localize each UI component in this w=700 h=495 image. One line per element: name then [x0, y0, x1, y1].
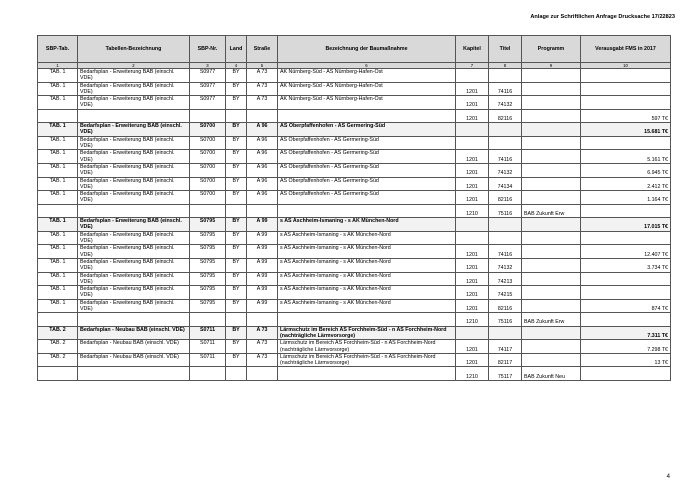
cell-programm	[522, 191, 581, 205]
cell-sbp-tab: TAB. 1	[38, 69, 78, 83]
cell-kapitel	[456, 136, 489, 150]
cell-land: BY	[226, 245, 247, 259]
cell-kapitel: 1201	[456, 163, 489, 177]
cell-kapitel: 1201	[456, 299, 489, 313]
cell-kapitel: 1210	[456, 367, 489, 380]
table-row	[38, 204, 671, 217]
cell-kapitel: 1201	[456, 191, 489, 205]
cell-tabellen-bezeichnung	[78, 367, 190, 380]
cell-sbp-tab	[38, 109, 78, 122]
cell-verausgabt	[581, 69, 671, 83]
cell-land: BY	[226, 82, 247, 96]
cell-sbp-nr: S0795	[190, 272, 226, 286]
cell-land: BY	[226, 231, 247, 245]
cell-land	[226, 313, 247, 326]
column-number-bezeichnung: 6	[278, 63, 456, 69]
cell-titel: 74213	[489, 272, 522, 286]
cell-kapitel: 1201	[456, 245, 489, 259]
cell-programm: BAB Zukunft Neu	[522, 367, 581, 380]
cell-bezeichnung: Lärmschutz im Bereich AS Forchheim-Süd - n AS Forchheim-Nord (nachträgliche Lärmvorsorge)	[278, 340, 456, 354]
cell-land: BY	[226, 136, 247, 150]
cell-bezeichnung	[278, 367, 456, 380]
cell-verausgabt: 15.681 T€	[581, 123, 671, 137]
cell-titel	[489, 136, 522, 150]
cell-verausgabt: 874 T€	[581, 299, 671, 313]
cell-land: BY	[226, 96, 247, 110]
cell-sbp-nr: S0700	[190, 177, 226, 191]
column-header-bezeichnung: Bezeichnung der Baumaßnahme	[278, 36, 456, 63]
table-row	[38, 109, 671, 122]
table-row	[38, 191, 671, 205]
table-row	[38, 367, 671, 380]
cell-titel: 75116	[489, 313, 522, 326]
cell-strasse: A 96	[247, 177, 278, 191]
cell-verausgabt: 13 T€	[581, 353, 671, 367]
cell-bezeichnung	[278, 204, 456, 217]
cell-verausgabt	[581, 272, 671, 286]
table-row	[38, 96, 671, 110]
cell-land: BY	[226, 340, 247, 354]
cell-land: BY	[226, 69, 247, 83]
cell-kapitel: 1201	[456, 150, 489, 164]
cell-strasse: A 73	[247, 353, 278, 367]
table-row	[38, 272, 671, 286]
cell-sbp-tab: TAB. 1	[38, 136, 78, 150]
cell-bezeichnung: Lärmschutz im Bereich AS Forchheim-Süd - n AS Forchheim-Nord (nachträgliche Lärmvorsorge)	[278, 326, 456, 340]
table-row	[38, 136, 671, 150]
cell-bezeichnung: AK Nürnberg-Süd - AS Nürnberg-Hafen-Ost	[278, 69, 456, 83]
cell-strasse: A 99	[247, 258, 278, 272]
cell-sbp-tab: TAB. 1	[38, 218, 78, 232]
cell-bezeichnung: s AS Aschheim-Ismaning - s AK München-Nord	[278, 245, 456, 259]
cell-programm	[522, 326, 581, 340]
cell-land	[226, 367, 247, 380]
cell-sbp-tab: TAB. 1	[38, 150, 78, 164]
cell-tabellen-bezeichnung: Bedarfsplan - Erweiterung BAB (einschl. VDE)	[78, 82, 190, 96]
cell-tabellen-bezeichnung: Bedarfsplan - Erweiterung BAB (einschl. VDE)	[78, 231, 190, 245]
column-header-kapitel: Kapitel	[456, 36, 489, 63]
header-row	[38, 36, 671, 63]
table-row	[38, 82, 671, 96]
cell-strasse: A 96	[247, 123, 278, 137]
cell-bezeichnung: AS Oberpfaffenhofen - AS Germering-Süd	[278, 150, 456, 164]
cell-titel: 74134	[489, 177, 522, 191]
cell-programm	[522, 340, 581, 354]
cell-sbp-nr: S0711	[190, 340, 226, 354]
cell-kapitel: 1201	[456, 109, 489, 122]
cell-sbp-tab	[38, 204, 78, 217]
cell-verausgabt: 7.311 T€	[581, 326, 671, 340]
cell-sbp-nr: S0977	[190, 69, 226, 83]
cell-strasse: A 99	[247, 231, 278, 245]
cell-tabellen-bezeichnung: Bedarfsplan - Neubau BAB (einschl. VDE)	[78, 340, 190, 354]
column-header-land: Land	[226, 36, 247, 63]
cell-kapitel: 1210	[456, 204, 489, 217]
cell-strasse: A 99	[247, 286, 278, 300]
table-row	[38, 231, 671, 245]
cell-bezeichnung: s AS Aschheim-Ismaning - s AK München-Nord	[278, 218, 456, 232]
page-number: 4	[666, 474, 670, 480]
cell-tabellen-bezeichnung: Bedarfsplan - Erweiterung BAB (einschl. VDE)	[78, 258, 190, 272]
cell-tabellen-bezeichnung: Bedarfsplan - Erweiterung BAB (einschl. VDE)	[78, 191, 190, 205]
cell-titel: 82116	[489, 299, 522, 313]
cell-bezeichnung: s AS Aschheim-Ismaning - s AK München-Nord	[278, 299, 456, 313]
cell-tabellen-bezeichnung: Bedarfsplan - Neubau BAB (einschl. VDE)	[78, 326, 190, 340]
cell-programm	[522, 177, 581, 191]
cell-strasse: A 73	[247, 69, 278, 83]
column-number-titel: 8	[489, 63, 522, 69]
cell-titel: 82117	[489, 353, 522, 367]
cell-kapitel: 1201	[456, 82, 489, 96]
table-row-total	[38, 123, 671, 137]
cell-bezeichnung: AS Oberpfaffenhofen - AS Germering-Süd	[278, 136, 456, 150]
cell-programm: BAB Zukunft Erw	[522, 204, 581, 217]
cell-strasse: A 99	[247, 218, 278, 232]
cell-sbp-tab: TAB. 1	[38, 82, 78, 96]
cell-sbp-nr	[190, 109, 226, 122]
cell-kapitel	[456, 69, 489, 83]
cell-programm	[522, 258, 581, 272]
cell-programm	[522, 353, 581, 367]
cell-sbp-tab: TAB. 1	[38, 245, 78, 259]
table-row	[38, 313, 671, 326]
cell-strasse	[247, 109, 278, 122]
cell-titel	[489, 69, 522, 83]
cell-land: BY	[226, 163, 247, 177]
cell-bezeichnung: AS Oberpfaffenhofen - AS Germering-Süd	[278, 123, 456, 137]
cell-kapitel: 1201	[456, 177, 489, 191]
cell-verausgabt	[581, 82, 671, 96]
cell-sbp-tab	[38, 367, 78, 380]
cell-strasse: A 96	[247, 136, 278, 150]
cell-sbp-tab: TAB. 2	[38, 353, 78, 367]
column-header-tabellen-bezeichnung: Tabellen-Bezeichnung	[78, 36, 190, 63]
column-header-programm: Programm	[522, 36, 581, 63]
cell-land: BY	[226, 177, 247, 191]
document-header-note: Anlage zur Schriftlichen Anfrage Drucksache 17/22823	[530, 14, 675, 20]
cell-sbp-tab: TAB. 1	[38, 231, 78, 245]
cell-tabellen-bezeichnung: Bedarfsplan - Erweiterung BAB (einschl. VDE)	[78, 123, 190, 137]
cell-land: BY	[226, 191, 247, 205]
cell-kapitel: 1201	[456, 96, 489, 110]
cell-titel: 74215	[489, 286, 522, 300]
column-number-tabellen-bezeichnung: 2	[78, 63, 190, 69]
cell-tabellen-bezeichnung: Bedarfsplan - Erweiterung BAB (einschl. VDE)	[78, 136, 190, 150]
cell-verausgabt: 1.164 T€	[581, 191, 671, 205]
table-row	[38, 299, 671, 313]
cell-titel: 75117	[489, 367, 522, 380]
cell-titel	[489, 231, 522, 245]
cell-bezeichnung: AS Oberpfaffenhofen - AS Germering-Süd	[278, 163, 456, 177]
column-number-kapitel: 7	[456, 63, 489, 69]
cell-titel: 74117	[489, 340, 522, 354]
cell-kapitel: 1201	[456, 272, 489, 286]
cell-tabellen-bezeichnung: Bedarfsplan - Erweiterung BAB (einschl. VDE)	[78, 299, 190, 313]
cell-tabellen-bezeichnung: Bedarfsplan - Erweiterung BAB (einschl. VDE)	[78, 69, 190, 83]
cell-sbp-nr: S0977	[190, 82, 226, 96]
cell-tabellen-bezeichnung: Bedarfsplan - Erweiterung BAB (einschl. VDE)	[78, 96, 190, 110]
cell-strasse	[247, 204, 278, 217]
cell-verausgabt	[581, 136, 671, 150]
cell-land	[226, 204, 247, 217]
cell-sbp-tab: TAB. 1	[38, 286, 78, 300]
column-number-land: 4	[226, 63, 247, 69]
cell-programm	[522, 299, 581, 313]
cell-strasse: A 99	[247, 272, 278, 286]
cell-kapitel	[456, 123, 489, 137]
cell-sbp-nr: S0700	[190, 163, 226, 177]
cell-strasse	[247, 313, 278, 326]
cell-sbp-nr: S0700	[190, 123, 226, 137]
cell-tabellen-bezeichnung: Bedarfsplan - Erweiterung BAB (einschl. VDE)	[78, 177, 190, 191]
cell-land: BY	[226, 353, 247, 367]
cell-sbp-tab: TAB. 2	[38, 326, 78, 340]
cell-tabellen-bezeichnung: Bedarfsplan - Erweiterung BAB (einschl. VDE)	[78, 163, 190, 177]
cell-verausgabt: 3.734 T€	[581, 258, 671, 272]
column-header-titel: Titel	[489, 36, 522, 63]
cell-verausgabt: 597 T€	[581, 109, 671, 122]
cell-bezeichnung: Lärmschutz im Bereich AS Forchheim-Süd - n AS Forchheim-Nord (nachträgliche Lärmvorsorge)	[278, 353, 456, 367]
cell-strasse: A 73	[247, 340, 278, 354]
cell-sbp-tab: TAB. 1	[38, 177, 78, 191]
table-row-total	[38, 218, 671, 232]
table-row-total	[38, 326, 671, 340]
column-number-sbp-nr: 3	[190, 63, 226, 69]
column-header-verausgabt: Verausgabt FMS in 2017	[581, 36, 671, 63]
cell-programm	[522, 123, 581, 137]
cell-sbp-tab: TAB. 1	[38, 299, 78, 313]
cell-strasse: A 99	[247, 245, 278, 259]
cell-sbp-tab: TAB. 1	[38, 96, 78, 110]
cell-titel: 82116	[489, 109, 522, 122]
cell-tabellen-bezeichnung	[78, 204, 190, 217]
cell-titel: 74116	[489, 82, 522, 96]
cell-kapitel	[456, 231, 489, 245]
cell-sbp-nr: S0711	[190, 353, 226, 367]
cell-kapitel: 1201	[456, 286, 489, 300]
table-row	[38, 258, 671, 272]
table-row	[38, 340, 671, 354]
cell-titel: 75116	[489, 204, 522, 217]
cell-sbp-nr: S0795	[190, 218, 226, 232]
column-number-verausgabt: 10	[581, 63, 671, 69]
cell-sbp-tab: TAB. 2	[38, 340, 78, 354]
cell-sbp-nr: S0795	[190, 299, 226, 313]
cell-programm	[522, 150, 581, 164]
cell-programm	[522, 231, 581, 245]
cell-titel: 82116	[489, 191, 522, 205]
cell-land: BY	[226, 218, 247, 232]
cell-titel	[489, 326, 522, 340]
cell-bezeichnung: AK Nürnberg-Süd - AS Nürnberg-Hafen-Ost	[278, 96, 456, 110]
cell-sbp-tab: TAB. 1	[38, 272, 78, 286]
cell-strasse: A 96	[247, 191, 278, 205]
cell-sbp-nr: S0700	[190, 136, 226, 150]
column-header-sbp-nr: SBP-Nr.	[190, 36, 226, 63]
cell-titel	[489, 123, 522, 137]
cell-bezeichnung: AK Nürnberg-Süd - AS Nürnberg-Hafen-Ost	[278, 82, 456, 96]
cell-kapitel	[456, 218, 489, 232]
cell-titel: 74132	[489, 258, 522, 272]
cell-programm	[522, 272, 581, 286]
table-body	[38, 69, 671, 381]
cell-tabellen-bezeichnung: Bedarfsplan - Erweiterung BAB (einschl. VDE)	[78, 272, 190, 286]
cell-programm: BAB Zukunft Erw	[522, 313, 581, 326]
cell-sbp-nr	[190, 204, 226, 217]
cell-tabellen-bezeichnung: Bedarfsplan - Erweiterung BAB (einschl. VDE)	[78, 150, 190, 164]
column-number-strasse: 5	[247, 63, 278, 69]
cell-bezeichnung: s AS Aschheim-Ismaning - s AK München-Nord	[278, 231, 456, 245]
cell-bezeichnung: AS Oberpfaffenhofen - AS Germering-Süd	[278, 191, 456, 205]
cell-titel: 74132	[489, 163, 522, 177]
cell-sbp-nr: S0700	[190, 150, 226, 164]
cell-sbp-nr: S0795	[190, 258, 226, 272]
cell-titel: 74132	[489, 96, 522, 110]
cell-sbp-tab: TAB. 1	[38, 163, 78, 177]
column-number-sbp-tab: 1	[38, 63, 78, 69]
cell-verausgabt: 17.015 T€	[581, 218, 671, 232]
column-header-strasse: Straße	[247, 36, 278, 63]
funding-table	[37, 35, 671, 381]
table-row	[38, 353, 671, 367]
cell-land: BY	[226, 286, 247, 300]
cell-verausgabt: 5.161 T€	[581, 150, 671, 164]
cell-tabellen-bezeichnung: Bedarfsplan - Erweiterung BAB (einschl. VDE)	[78, 286, 190, 300]
cell-verausgabt: 12.407 T€	[581, 245, 671, 259]
cell-programm	[522, 82, 581, 96]
cell-bezeichnung: s AS Aschheim-Ismaning - s AK München-Nord	[278, 258, 456, 272]
cell-strasse: A 73	[247, 326, 278, 340]
cell-sbp-tab: TAB. 1	[38, 258, 78, 272]
cell-strasse: A 73	[247, 82, 278, 96]
table-row	[38, 150, 671, 164]
cell-verausgabt	[581, 367, 671, 380]
cell-sbp-tab: TAB. 1	[38, 123, 78, 137]
table-row	[38, 177, 671, 191]
cell-sbp-nr: S0700	[190, 191, 226, 205]
cell-kapitel: 1210	[456, 313, 489, 326]
cell-programm	[522, 109, 581, 122]
cell-sbp-tab: TAB. 1	[38, 191, 78, 205]
cell-land	[226, 109, 247, 122]
cell-land: BY	[226, 123, 247, 137]
cell-land: BY	[226, 150, 247, 164]
cell-land: BY	[226, 299, 247, 313]
cell-sbp-nr: S0795	[190, 231, 226, 245]
cell-strasse: A 99	[247, 299, 278, 313]
cell-programm	[522, 136, 581, 150]
cell-tabellen-bezeichnung: Bedarfsplan - Erweiterung BAB (einschl. VDE)	[78, 245, 190, 259]
cell-programm	[522, 96, 581, 110]
cell-verausgabt: 2.412 T€	[581, 177, 671, 191]
cell-programm	[522, 163, 581, 177]
cell-sbp-tab	[38, 313, 78, 326]
cell-sbp-nr: S0795	[190, 245, 226, 259]
cell-titel: 74116	[489, 245, 522, 259]
table-row	[38, 245, 671, 259]
cell-strasse: A 73	[247, 96, 278, 110]
cell-verausgabt: 6.945 T€	[581, 163, 671, 177]
cell-land: BY	[226, 272, 247, 286]
cell-sbp-nr	[190, 367, 226, 380]
table-row	[38, 69, 671, 83]
cell-verausgabt	[581, 204, 671, 217]
cell-titel	[489, 218, 522, 232]
table-row	[38, 286, 671, 300]
cell-bezeichnung: s AS Aschheim-Ismaning - s AK München-Nord	[278, 286, 456, 300]
cell-land: BY	[226, 258, 247, 272]
cell-kapitel: 1201	[456, 340, 489, 354]
cell-kapitel: 1201	[456, 353, 489, 367]
cell-sbp-nr	[190, 313, 226, 326]
cell-programm	[522, 286, 581, 300]
cell-tabellen-bezeichnung	[78, 313, 190, 326]
cell-strasse	[247, 367, 278, 380]
cell-verausgabt	[581, 96, 671, 110]
cell-kapitel: 1201	[456, 258, 489, 272]
cell-strasse: A 96	[247, 150, 278, 164]
cell-programm	[522, 245, 581, 259]
cell-programm	[522, 69, 581, 83]
cell-sbp-nr: S0795	[190, 286, 226, 300]
cell-verausgabt	[581, 231, 671, 245]
cell-tabellen-bezeichnung	[78, 109, 190, 122]
cell-verausgabt	[581, 286, 671, 300]
column-number-programm: 9	[522, 63, 581, 69]
cell-tabellen-bezeichnung: Bedarfsplan - Erweiterung BAB (einschl. VDE)	[78, 218, 190, 232]
cell-kapitel	[456, 326, 489, 340]
cell-tabellen-bezeichnung: Bedarfsplan - Neubau BAB (einschl. VDE)	[78, 353, 190, 367]
cell-programm	[522, 218, 581, 232]
table-row	[38, 163, 671, 177]
cell-strasse: A 96	[247, 163, 278, 177]
cell-bezeichnung	[278, 313, 456, 326]
cell-bezeichnung: AS Oberpfaffenhofen - AS Germering-Süd	[278, 177, 456, 191]
cell-sbp-nr: S0977	[190, 96, 226, 110]
cell-land: BY	[226, 326, 247, 340]
cell-titel: 74116	[489, 150, 522, 164]
column-header-sbp-tab: SBP-Tab.	[38, 36, 78, 63]
cell-bezeichnung	[278, 109, 456, 122]
cell-verausgabt: 7.298 T€	[581, 340, 671, 354]
cell-sbp-nr: S0711	[190, 326, 226, 340]
cell-verausgabt	[581, 313, 671, 326]
cell-bezeichnung: s AS Aschheim-Ismaning - s AK München-Nord	[278, 272, 456, 286]
